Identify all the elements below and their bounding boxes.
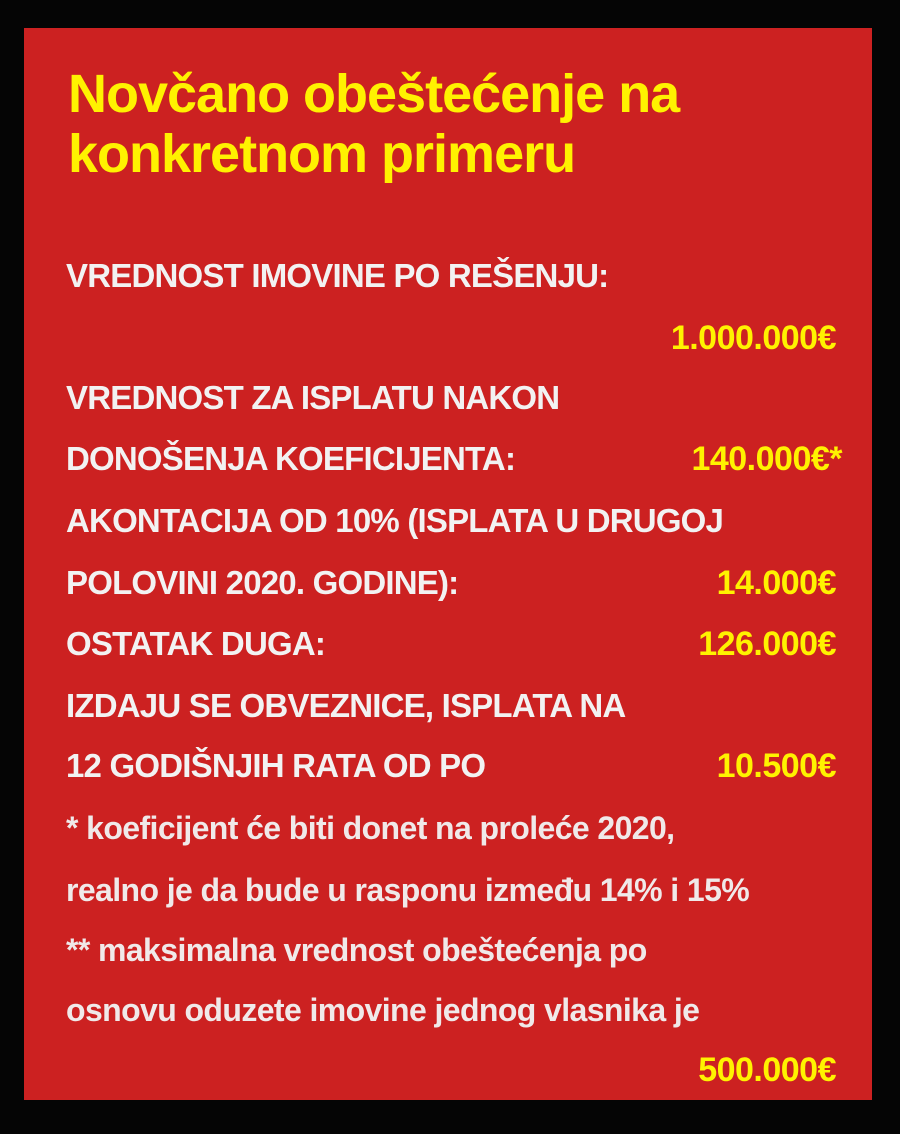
amount-maximum-compensation: 500.000€ (698, 1051, 836, 1089)
footnote-maximum-line1: ** maksimalna vrednost obeštećenja po (66, 932, 647, 968)
amount-installment: 10.500€ (716, 747, 836, 785)
amount-remaining-debt: 126.000€ (698, 625, 836, 663)
label-bonds-line2: 12 GODIŠNJIH RATA OD PO (66, 747, 486, 784)
label-bonds-line1: IZDAJU SE OBVEZNICE, ISPLATA NA (66, 687, 626, 724)
footnote-coefficient-line1: * koeficijent će biti donet na proleće 2020, (66, 810, 675, 846)
label-payout-value-line2: DONOŠENJA KOEFICIJENTA: (66, 440, 516, 477)
amount-advance: 14.000€ (716, 564, 836, 602)
label-remaining-debt: OSTATAK DUGA: (66, 625, 326, 662)
amount-property-value: 1.000.000€ (670, 319, 836, 357)
footnote-coefficient-line2: realno je da bude u rasponu između 14% i 15% (66, 872, 750, 908)
label-advance-line2: POLOVINI 2020. GODINE): (66, 564, 459, 601)
label-property-value: VREDNOST IMOVINE PO REŠENJU: (66, 257, 609, 294)
footnote-maximum-line2: osnovu oduzete imovine jednog vlasnika je (66, 992, 700, 1028)
label-payout-value-line1: VREDNOST ZA ISPLATU NAKON (66, 379, 560, 416)
panel-title: Novčano obeštećenje na konkretnom primeru (68, 64, 680, 184)
amount-payout-value: 140.000€* (691, 440, 842, 478)
info-panel (24, 28, 872, 1100)
label-advance-line1: AKONTACIJA OD 10% (ISPLATA U DRUGOJ (66, 502, 724, 539)
